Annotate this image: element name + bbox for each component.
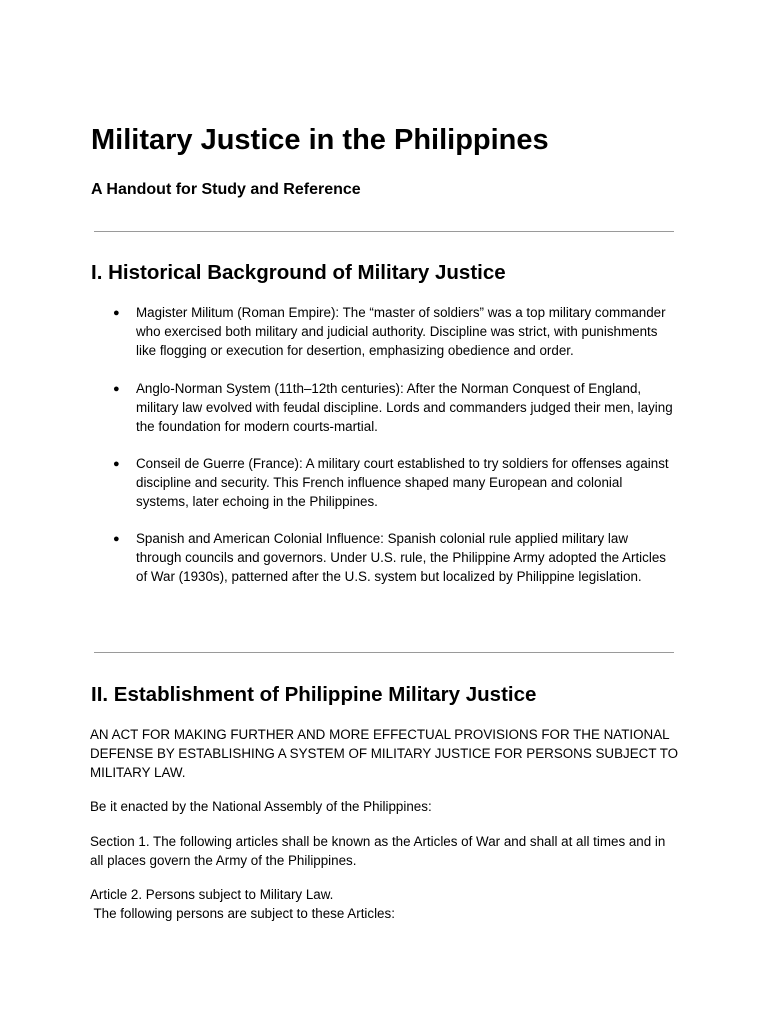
list-item: [113, 304, 676, 360]
horizontal-divider: [94, 652, 674, 653]
enactment-clause: Be it enacted by the National Assembly of the Philippines:: [90, 799, 432, 814]
bullet-icon: ●: [113, 307, 120, 319]
horizontal-divider: [94, 231, 674, 232]
section-heading-establishment: II. Establishment of Philippine Military Justice: [91, 683, 537, 706]
list-item: [113, 380, 676, 436]
list-item: [113, 530, 676, 586]
section-1-paragraph: Section 1. The following articles shall be known as the Articles of War and shall at all times and in all places govern the Army of the Philippines.: [90, 834, 666, 868]
bullet-icon: ●: [113, 458, 120, 470]
list-item-text: Magister Militum (Roman Empire): The “master of soldiers” was a top military commander who exercised both military and judicial authority. Discipline was strict, with punishments like flogging or execution for desertion, emphasizing obedience and order.: [136, 305, 666, 358]
list-item-text: Anglo-Norman System (11th–12th centuries): After the Norman Conquest of England, military law evolved with feudal discipline. Lords and commanders judged their men, laying the foundation for modern courts-martial.: [136, 381, 673, 434]
document-subtitle: A Handout for Study and Reference: [91, 181, 361, 198]
list-item-text: Spanish and American Colonial Influence: Spanish colonial rule applied military law through councils and governors. Under U.S. rule, the Philippine Army adopted the Articles of War (1930s), patterned after the U.S. system but localized by Philippine legislation.: [136, 531, 666, 584]
act-title-paragraph: AN ACT FOR MAKING FURTHER AND MORE EFFECTUAL PROVISIONS FOR THE NATIONAL DEFENSE BY ESTABLISHING A SYSTEM OF MILITARY JUSTICE FOR PERSONS SUBJECT TO MILITARY LAW.: [90, 727, 679, 780]
article-2-intro: The following persons are subject to these Articles:: [90, 906, 395, 921]
list-item-text: Conseil de Guerre (France): A military court established to try soldiers for offenses against discipline and security. This French influence shaped many European and colonial systems, later echoing in the Philippines.: [136, 456, 669, 509]
bullet-icon: ●: [113, 533, 120, 545]
article-2-heading: Article 2. Persons subject to Military Law.: [90, 887, 334, 902]
document-title: Military Justice in the Philippines: [91, 124, 549, 156]
section-heading-historical-background: I. Historical Background of Military Justice: [91, 261, 506, 284]
bullet-icon: ●: [113, 383, 120, 395]
list-item: [113, 455, 676, 511]
